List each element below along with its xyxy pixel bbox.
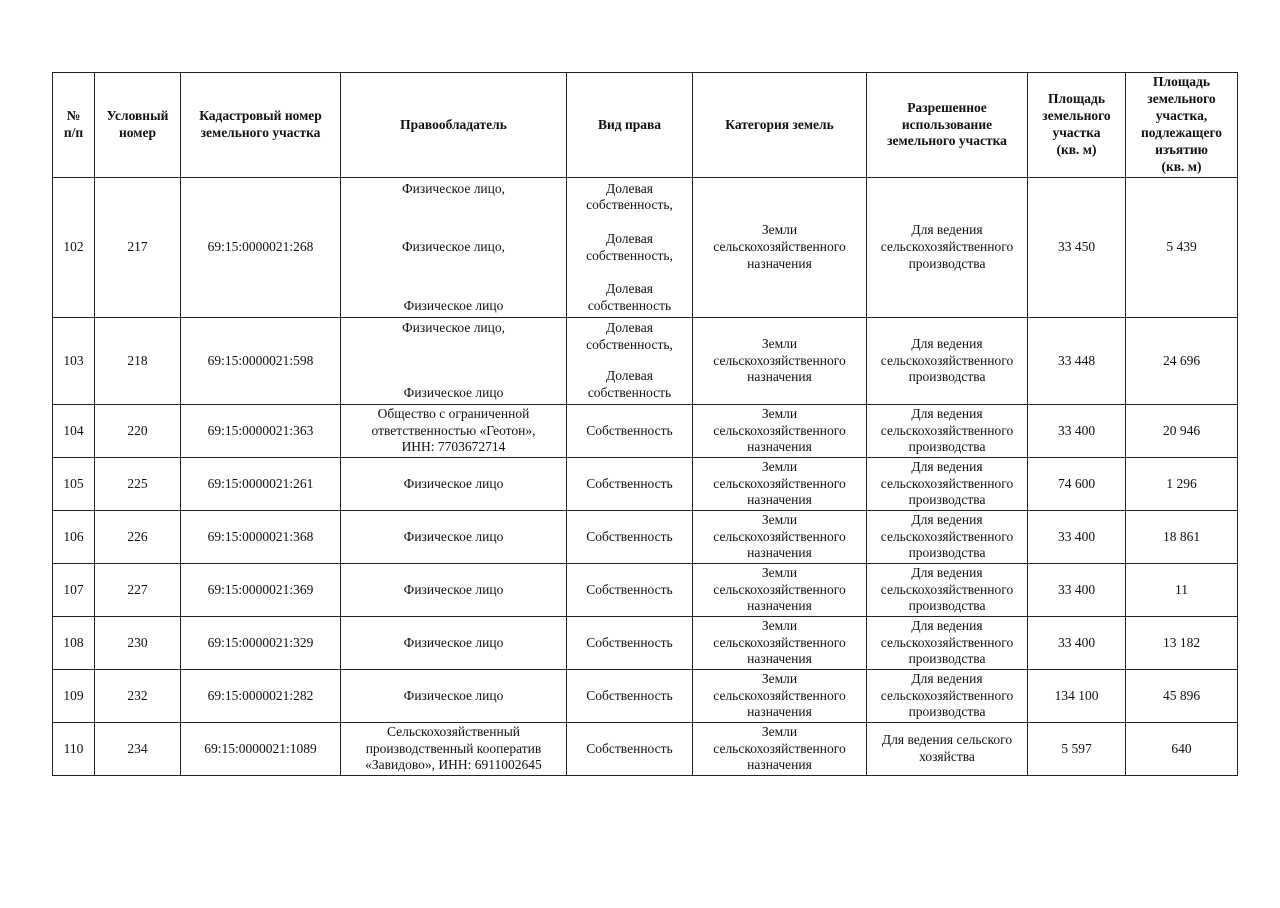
- owner-entry: Физическое лицо: [403, 385, 504, 401]
- header-permitted-use: Разрешенное использование земельного участка: [867, 73, 1028, 178]
- table-row: [53, 318, 1238, 405]
- cell-seized-area: 640: [1126, 723, 1238, 776]
- cell-owner: Физическое лицо: [341, 564, 567, 617]
- cell-seized-area: 18 861: [1126, 511, 1238, 564]
- cell-conditional-number: 230: [95, 617, 181, 670]
- cell-cadastral-number: 69:15:0000021:329: [181, 617, 341, 670]
- cell-conditional-number: 232: [95, 670, 181, 723]
- cell-permitted-use: Для ведения сельскохозяйственного производства: [867, 617, 1028, 670]
- table-row: [53, 670, 1238, 723]
- cell-land-category: Земли сельскохозяйственного назначения: [693, 670, 867, 723]
- cell-plot-area: 33 400: [1028, 617, 1126, 670]
- header-cadastral-number: Кадастровый номер земельного участка: [181, 73, 341, 178]
- cell-conditional-number: 225: [95, 458, 181, 511]
- cell-seized-area: 11: [1126, 564, 1238, 617]
- table-row: [53, 723, 1238, 776]
- cell-owner: Физическое лицо: [341, 458, 567, 511]
- cell-permitted-use: Для ведения сельского хозяйства: [867, 723, 1028, 776]
- cell-plot-area: 33 450: [1028, 178, 1126, 318]
- cell-right-type: Собственность: [567, 564, 693, 617]
- cell-conditional-number: 217: [95, 178, 181, 318]
- cell-num: 110: [53, 723, 95, 776]
- header-row: [53, 73, 1238, 178]
- cell-plot-area: 74 600: [1028, 458, 1126, 511]
- cell-num: 106: [53, 511, 95, 564]
- cell-num: 107: [53, 564, 95, 617]
- cell-cadastral-number: 69:15:0000021:1089: [181, 723, 341, 776]
- cell-cadastral-number: 69:15:0000021:282: [181, 670, 341, 723]
- cell-land-category: Земли сельскохозяйственного назначения: [693, 318, 867, 405]
- cell-cadastral-number: 69:15:0000021:598: [181, 318, 341, 405]
- cell-cadastral-number: 69:15:0000021:368: [181, 511, 341, 564]
- cell-seized-area: 20 946: [1126, 405, 1238, 458]
- table-row: [53, 511, 1238, 564]
- cell-conditional-number: 220: [95, 405, 181, 458]
- cell-owner: [341, 318, 567, 405]
- cell-seized-area: 24 696: [1126, 318, 1238, 405]
- cell-seized-area: 45 896: [1126, 670, 1238, 723]
- cell-land-category: Земли сельскохозяйственного назначения: [693, 564, 867, 617]
- cell-permitted-use: Для ведения сельскохозяйственного производства: [867, 564, 1028, 617]
- table-row: [53, 458, 1238, 511]
- table-row: [53, 405, 1238, 458]
- cell-plot-area: 33 400: [1028, 564, 1126, 617]
- cell-conditional-number: 226: [95, 511, 181, 564]
- cell-cadastral-number: 69:15:0000021:268: [181, 178, 341, 318]
- cell-seized-area: 1 296: [1126, 458, 1238, 511]
- cell-conditional-number: 227: [95, 564, 181, 617]
- cell-permitted-use: Для ведения сельскохозяйственного производства: [867, 178, 1028, 318]
- right-entry: Долевая собственность: [587, 280, 672, 313]
- header-seized-area: Площадь земельного участка, подлежащего изъятию (кв. м): [1126, 73, 1238, 178]
- cell-plot-area: 33 400: [1028, 511, 1126, 564]
- cell-owner: Физическое лицо: [341, 511, 567, 564]
- cell-land-category: Земли сельскохозяйственного назначения: [693, 617, 867, 670]
- cell-plot-area: 5 597: [1028, 723, 1126, 776]
- cell-right-type: Собственность: [567, 617, 693, 670]
- header-right-type: Вид права: [567, 73, 693, 178]
- right-entry: Долевая собственность,: [586, 180, 673, 213]
- header-num: № п/п: [53, 73, 95, 178]
- cell-right-type: Собственность: [567, 511, 693, 564]
- cell-plot-area: 33 448: [1028, 318, 1126, 405]
- cell-num: 109: [53, 670, 95, 723]
- cell-land-category: Земли сельскохозяйственного назначения: [693, 511, 867, 564]
- cell-cadastral-number: 69:15:0000021:261: [181, 458, 341, 511]
- cell-conditional-number: 218: [95, 318, 181, 405]
- cell-owner: Физическое лицо: [341, 617, 567, 670]
- cell-plot-area: 33 400: [1028, 405, 1126, 458]
- cell-num: 108: [53, 617, 95, 670]
- cell-owner: Физическое лицо: [341, 670, 567, 723]
- right-entry: Долевая собственность: [587, 368, 672, 401]
- cell-owner: Общество с ограниченной ответственностью «Геотон», ИНН: 7703672714: [341, 405, 567, 458]
- cell-num: 104: [53, 405, 95, 458]
- cell-plot-area: 134 100: [1028, 670, 1126, 723]
- header-plot-area: Площадь земельного участка (кв. м): [1028, 73, 1126, 178]
- cell-land-category: Земли сельскохозяйственного назначения: [693, 405, 867, 458]
- cell-permitted-use: Для ведения сельскохозяйственного производства: [867, 405, 1028, 458]
- cell-num: 102: [53, 178, 95, 318]
- cell-permitted-use: Для ведения сельскохозяйственного производства: [867, 511, 1028, 564]
- cell-num: 103: [53, 318, 95, 405]
- header-land-category: Категория земель: [693, 73, 867, 178]
- cell-seized-area: 13 182: [1126, 617, 1238, 670]
- cell-right-type: [567, 178, 693, 318]
- cell-cadastral-number: 69:15:0000021:363: [181, 405, 341, 458]
- owner-entry: Физическое лицо,: [401, 239, 506, 255]
- header-conditional-number: Условный номер: [95, 73, 181, 178]
- cell-right-type: Собственность: [567, 458, 693, 511]
- cell-land-category: Земли сельскохозяйственного назначения: [693, 178, 867, 318]
- table-row: [53, 564, 1238, 617]
- cell-owner: [341, 178, 567, 318]
- right-entry: Долевая собственность,: [586, 320, 673, 352]
- cell-land-category: Земли сельскохозяйственного назначения: [693, 458, 867, 511]
- cell-permitted-use: Для ведения сельскохозяйственного производства: [867, 458, 1028, 511]
- cell-land-category: Земли сельскохозяйственного назначения: [693, 723, 867, 776]
- cell-conditional-number: 234: [95, 723, 181, 776]
- cell-permitted-use: Для ведения сельскохозяйственного производства: [867, 670, 1028, 723]
- owner-entry: Физическое лицо: [403, 297, 504, 313]
- cell-num: 105: [53, 458, 95, 511]
- cell-right-type: Собственность: [567, 670, 693, 723]
- cell-owner: Сельскохозяйственный производственный кооператив «Завидово», ИНН: 6911002645: [341, 723, 567, 776]
- cell-right-type: Собственность: [567, 723, 693, 776]
- header-owner: Правообладатель: [341, 73, 567, 178]
- cell-right-type: Собственность: [567, 405, 693, 458]
- cell-cadastral-number: 69:15:0000021:369: [181, 564, 341, 617]
- owner-entry: Физическое лицо,: [401, 180, 506, 196]
- cell-seized-area: 5 439: [1126, 178, 1238, 318]
- table-row: [53, 617, 1238, 670]
- right-entry: Долевая собственность,: [586, 230, 673, 263]
- owner-entry: Физическое лицо,: [401, 320, 506, 335]
- cell-right-type: [567, 318, 693, 405]
- land-plots-table: [52, 72, 1238, 776]
- table-row: [53, 178, 1238, 318]
- cell-permitted-use: Для ведения сельскохозяйственного производства: [867, 318, 1028, 405]
